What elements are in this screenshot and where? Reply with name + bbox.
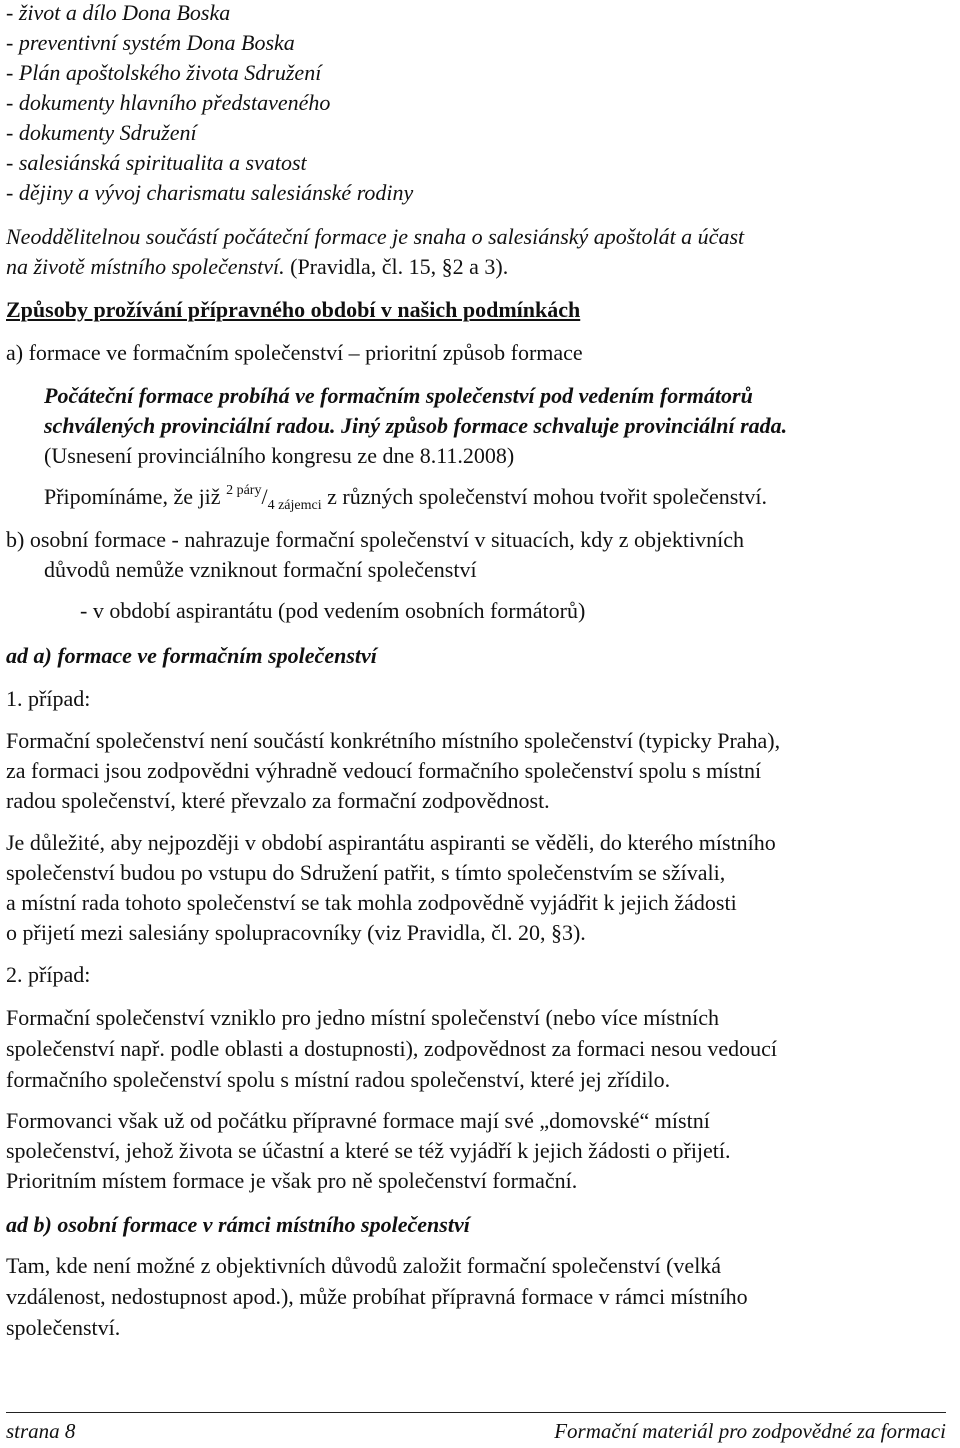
a-para-line-1: Počáteční formace probíhá ve formačním společenství pod vedením formátorů bbox=[44, 383, 753, 408]
bullet-item: - dokumenty hlavního představeného bbox=[6, 90, 331, 115]
paragraph-5-line: vzdálenost, nedostupnost apod.), může probíhat přípravná formace v rámci místního bbox=[6, 1284, 748, 1309]
footer-document-title: Formační materiál pro zodpovědné za formaci bbox=[554, 1419, 946, 1443]
section-heading-ad-a: ad a) formace ve formačním společenství bbox=[6, 643, 377, 668]
reminder bbox=[44, 484, 767, 514]
reminder-text-after: z různých společenství mohou tvořit společenství. bbox=[321, 484, 768, 509]
paragraph-2-line: Je důležité, aby nejpozději v období aspirantátu aspiranti se věděli, do kterého místního bbox=[6, 830, 776, 855]
item-b-line-1: b) osobní formace - nahrazuje formační společenství v situacích, kdy z objektivních bbox=[6, 527, 744, 552]
paragraph-4-line: Prioritním místem formace je však pro ně společenství formační. bbox=[6, 1168, 578, 1193]
intro-line-2-italic: na životě místního společenství. bbox=[6, 254, 285, 279]
bullet-item: - dějiny a vývoj charismatu salesiánské rodiny bbox=[6, 180, 414, 205]
paragraph-5-line: společenství. bbox=[6, 1315, 121, 1340]
paragraph-2-line: společenství budou po vstupu do Sdružení patřit, s tímto společenstvím se sžívali, bbox=[6, 860, 726, 885]
reminder-text-before: Připomínáme, že již bbox=[44, 484, 227, 509]
bullet-item: - salesiánská spiritualita a svatost bbox=[6, 150, 307, 175]
bullet-item: - život a dílo Dona Boska bbox=[6, 0, 231, 25]
reminder-slash: / bbox=[261, 484, 268, 509]
a-para-line-3: (Usnesení provinciálního kongresu ze dne 8.11.2008) bbox=[44, 443, 515, 468]
footer-page-number: strana 8 bbox=[6, 1419, 76, 1443]
paragraph-1-line: Formační společenství není součástí konkrétního místního společenství (typicky Praha), bbox=[6, 728, 781, 753]
bullet-item: - preventivní systém Dona Boska bbox=[6, 30, 295, 55]
reminder-subscript: zájemci bbox=[274, 498, 322, 513]
footer-divider bbox=[6, 1412, 946, 1413]
case-2-label: 2. případ: bbox=[6, 962, 91, 987]
section-heading-ad-b: ad b) osobní formace v rámci místního společenství bbox=[6, 1212, 470, 1237]
paragraph-3-line: společenství např. podle oblasti a dostupnosti), zodpovědnost za formaci nesou vedoucí bbox=[6, 1036, 778, 1061]
item-b-line-2: důvodů nemůže vzniknout formační společenství bbox=[44, 557, 477, 582]
reminder-four: 4 bbox=[267, 498, 275, 513]
case-1-label: 1. případ: bbox=[6, 686, 91, 711]
paragraph-4-line: Formovanci však už od počátku přípravné formace mají své „domovské“ místní bbox=[6, 1108, 710, 1133]
reminder-superscript: 2 páry bbox=[226, 483, 262, 498]
paragraph-1-line: radou společenství, které převzalo za formační zodpovědnost. bbox=[6, 788, 550, 813]
paragraph-2-line: o přijetí mezi salesiány spolupracovníky (viz Pravidla, čl. 20, §3). bbox=[6, 920, 586, 945]
bullet-item: - dokumenty Sdružení bbox=[6, 120, 197, 145]
a-para-line-2: schválených provinciální radou. Jiný způsob formace schvaluje provinciální rada. bbox=[44, 413, 788, 438]
paragraph-2-line: a místní rada tohoto společenství se tak mohla zodpovědně vyjádřit k jejich žádosti bbox=[6, 890, 737, 915]
paragraph-1-line: za formaci jsou zodpovědni výhradně vedoucí formačního společenství spolu s místní bbox=[6, 758, 762, 783]
paragraph-3-line: formačního společenství spolu s místní radou společenství, které jej zřídilo. bbox=[6, 1067, 671, 1092]
intro-line-2 bbox=[6, 254, 508, 280]
item-b-line-3: - v období aspirantátu (pod vedením osobních formátorů) bbox=[80, 598, 586, 623]
section-heading-ways: Způsoby prožívání přípravného období v našich podmínkách bbox=[6, 297, 581, 322]
bullet-item: - Plán apoštolského života Sdružení bbox=[6, 60, 322, 85]
intro-line-2-ref: (Pravidla, čl. 15, §2 a 3). bbox=[284, 254, 509, 279]
paragraph-4-line: společenství, jehož života se účastní a které se též vyjádří k jejich žádosti o přijetí. bbox=[6, 1138, 731, 1163]
intro-line-1: Neoddělitelnou součástí počáteční formace je snaha o salesiánský apoštolát a účast bbox=[6, 224, 745, 249]
item-a: a) formace ve formačním společenství – prioritní způsob formace bbox=[6, 340, 583, 365]
paragraph-5-line: Tam, kde není možné z objektivních důvodů založit formační společenství (velká bbox=[6, 1253, 722, 1278]
paragraph-3-line: Formační společenství vzniklo pro jedno místní společenství (nebo více místních bbox=[6, 1005, 720, 1030]
